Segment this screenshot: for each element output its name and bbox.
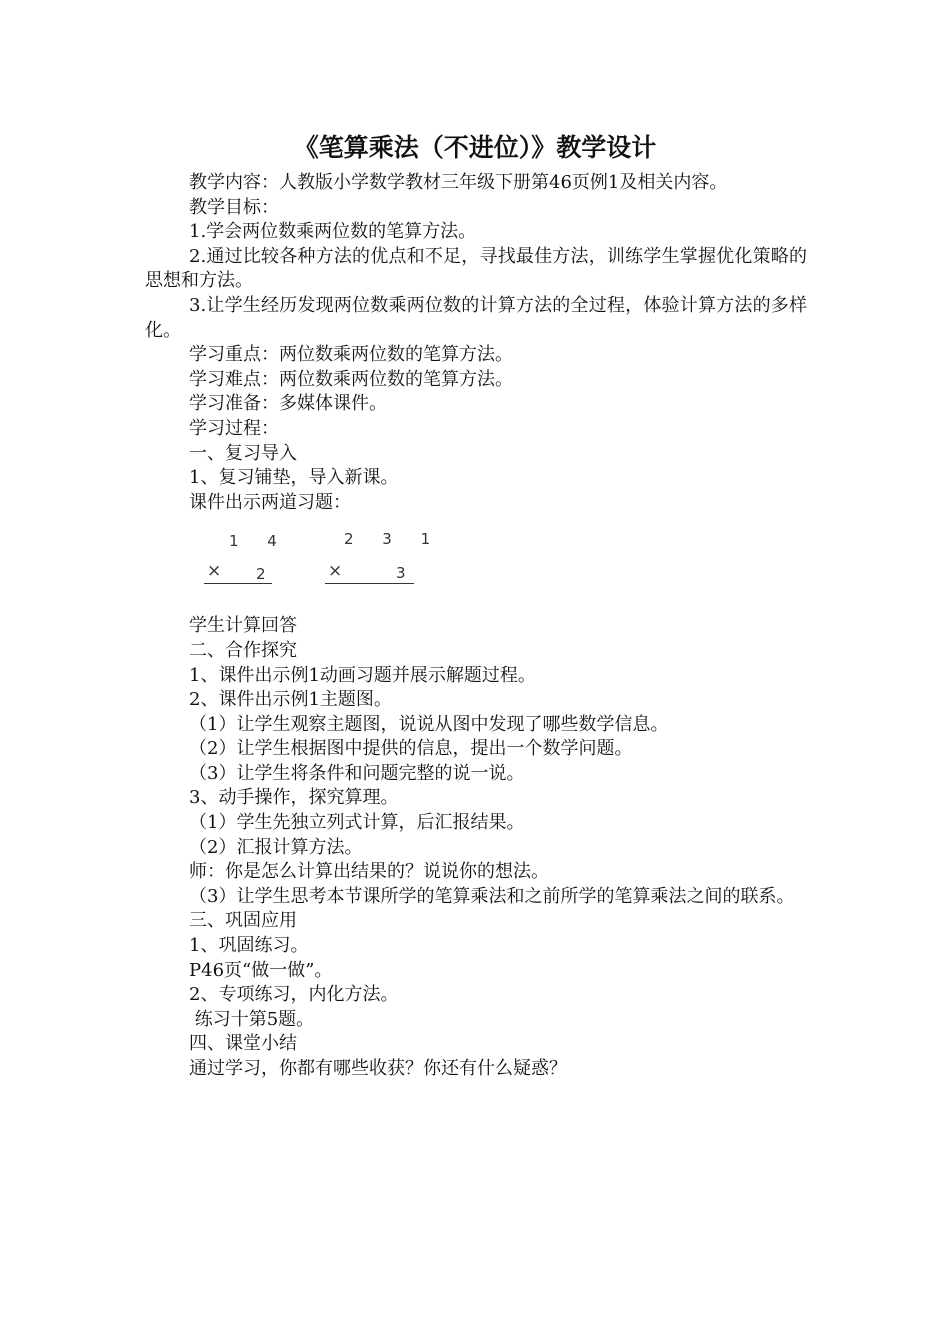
paragraph-apply-2: 2、专项练习，内化方法。 <box>189 984 399 1006</box>
exercise1-multiplicand: 1 4 <box>229 532 289 551</box>
paragraph-content: 教学内容：人教版小学数学教材三年级下册第46页例1及相关内容。 <box>189 172 728 193</box>
paragraph-apply-1-detail: P46页“做一做”。 <box>189 959 333 981</box>
paragraph-objective-3: 3.让学生经历发现两位数乘两位数的计算方法的全过程，体验计算方法的多样化。 <box>145 294 807 341</box>
paragraph-objectives-heading: 教学目标： <box>189 196 279 218</box>
paragraph-explore-2-1: （1）让学生观察主题图，说说从图中发现了哪些数学信息。 <box>189 713 669 735</box>
paragraph-objective-1: 1.学会两位数乘两位数的笔算方法。 <box>189 221 477 243</box>
exercise1-times-sign: × <box>207 561 222 582</box>
paragraph-explore-3-2: （2）汇报计算方法。 <box>189 836 363 858</box>
section-heading-explore: 二、合作探究 <box>189 639 297 661</box>
exercise2-multiplicand: 2 3 1 <box>344 530 443 549</box>
paragraph-explore-2: 2、课件出示例1主题图。 <box>189 689 392 711</box>
paragraph-explore-3: 3、动手操作，探究算理。 <box>189 787 399 809</box>
exercise1-underline <box>204 583 272 584</box>
paragraph-apply-1: 1、巩固练习。 <box>189 935 309 957</box>
paragraph-teacher-question: 师：你是怎么计算出结果的？说说你的想法。 <box>189 861 549 883</box>
section-heading-apply: 三、巩固应用 <box>189 910 297 932</box>
document-title: 《笔算乘法（不进位）》教学设计 <box>293 133 657 162</box>
paragraph-process: 学习过程： <box>189 417 279 439</box>
exercise2-times-sign: × <box>328 561 343 582</box>
paragraph-explore-3-3: （3）让学生思考本节课所学的笔算乘法和之前所学的笔算乘法之间的联系。 <box>189 885 795 907</box>
vertical-calculations <box>145 515 807 614</box>
paragraph-explore-2-2: （2）让学生根据图中提供的信息，提出一个数学问题。 <box>189 738 633 760</box>
section-heading-review: 一、复习导入 <box>189 442 297 464</box>
paragraph-explore-1: 1、课件出示例1动画习题并展示解题过程。 <box>189 664 536 686</box>
paragraph-explore-3-1: （1）学生先独立列式计算，后汇报结果。 <box>189 812 525 834</box>
paragraph-preparation: 学习准备：多媒体课件。 <box>189 393 387 415</box>
exercise2-underline <box>325 583 414 584</box>
paragraph-key-point: 学习重点：两位数乘两位数的笔算方法。 <box>189 344 513 366</box>
paragraph-apply-2-detail: 练习十第5题。 <box>189 1008 315 1030</box>
paragraph-difficulty: 学习难点：两位数乘两位数的笔算方法。 <box>189 368 513 390</box>
section-heading-summary: 四、课堂小结 <box>189 1033 297 1055</box>
paragraph-explore-2-3: （3）让学生将条件和问题完整的说一说。 <box>189 762 525 784</box>
exercise2-multiplier: 3 <box>396 564 406 583</box>
paragraph-objective-2: 2.通过比较各种方法的优点和不足，寻找最佳方法，训练学生掌握优化策略的思想和方法。 <box>145 245 807 292</box>
paragraph-exercise-intro: 课件出示两道习题： <box>189 491 351 513</box>
exercise1-multiplier: 2 <box>256 565 266 584</box>
paragraph-student-answer: 学生计算回答 <box>189 615 297 637</box>
paragraph-review-1: 1、复习铺垫，导入新课。 <box>189 467 399 489</box>
document-body <box>145 171 807 1082</box>
paragraph-summary: 通过学习，你都有哪些收获？你还有什么疑惑？ <box>189 1058 567 1079</box>
